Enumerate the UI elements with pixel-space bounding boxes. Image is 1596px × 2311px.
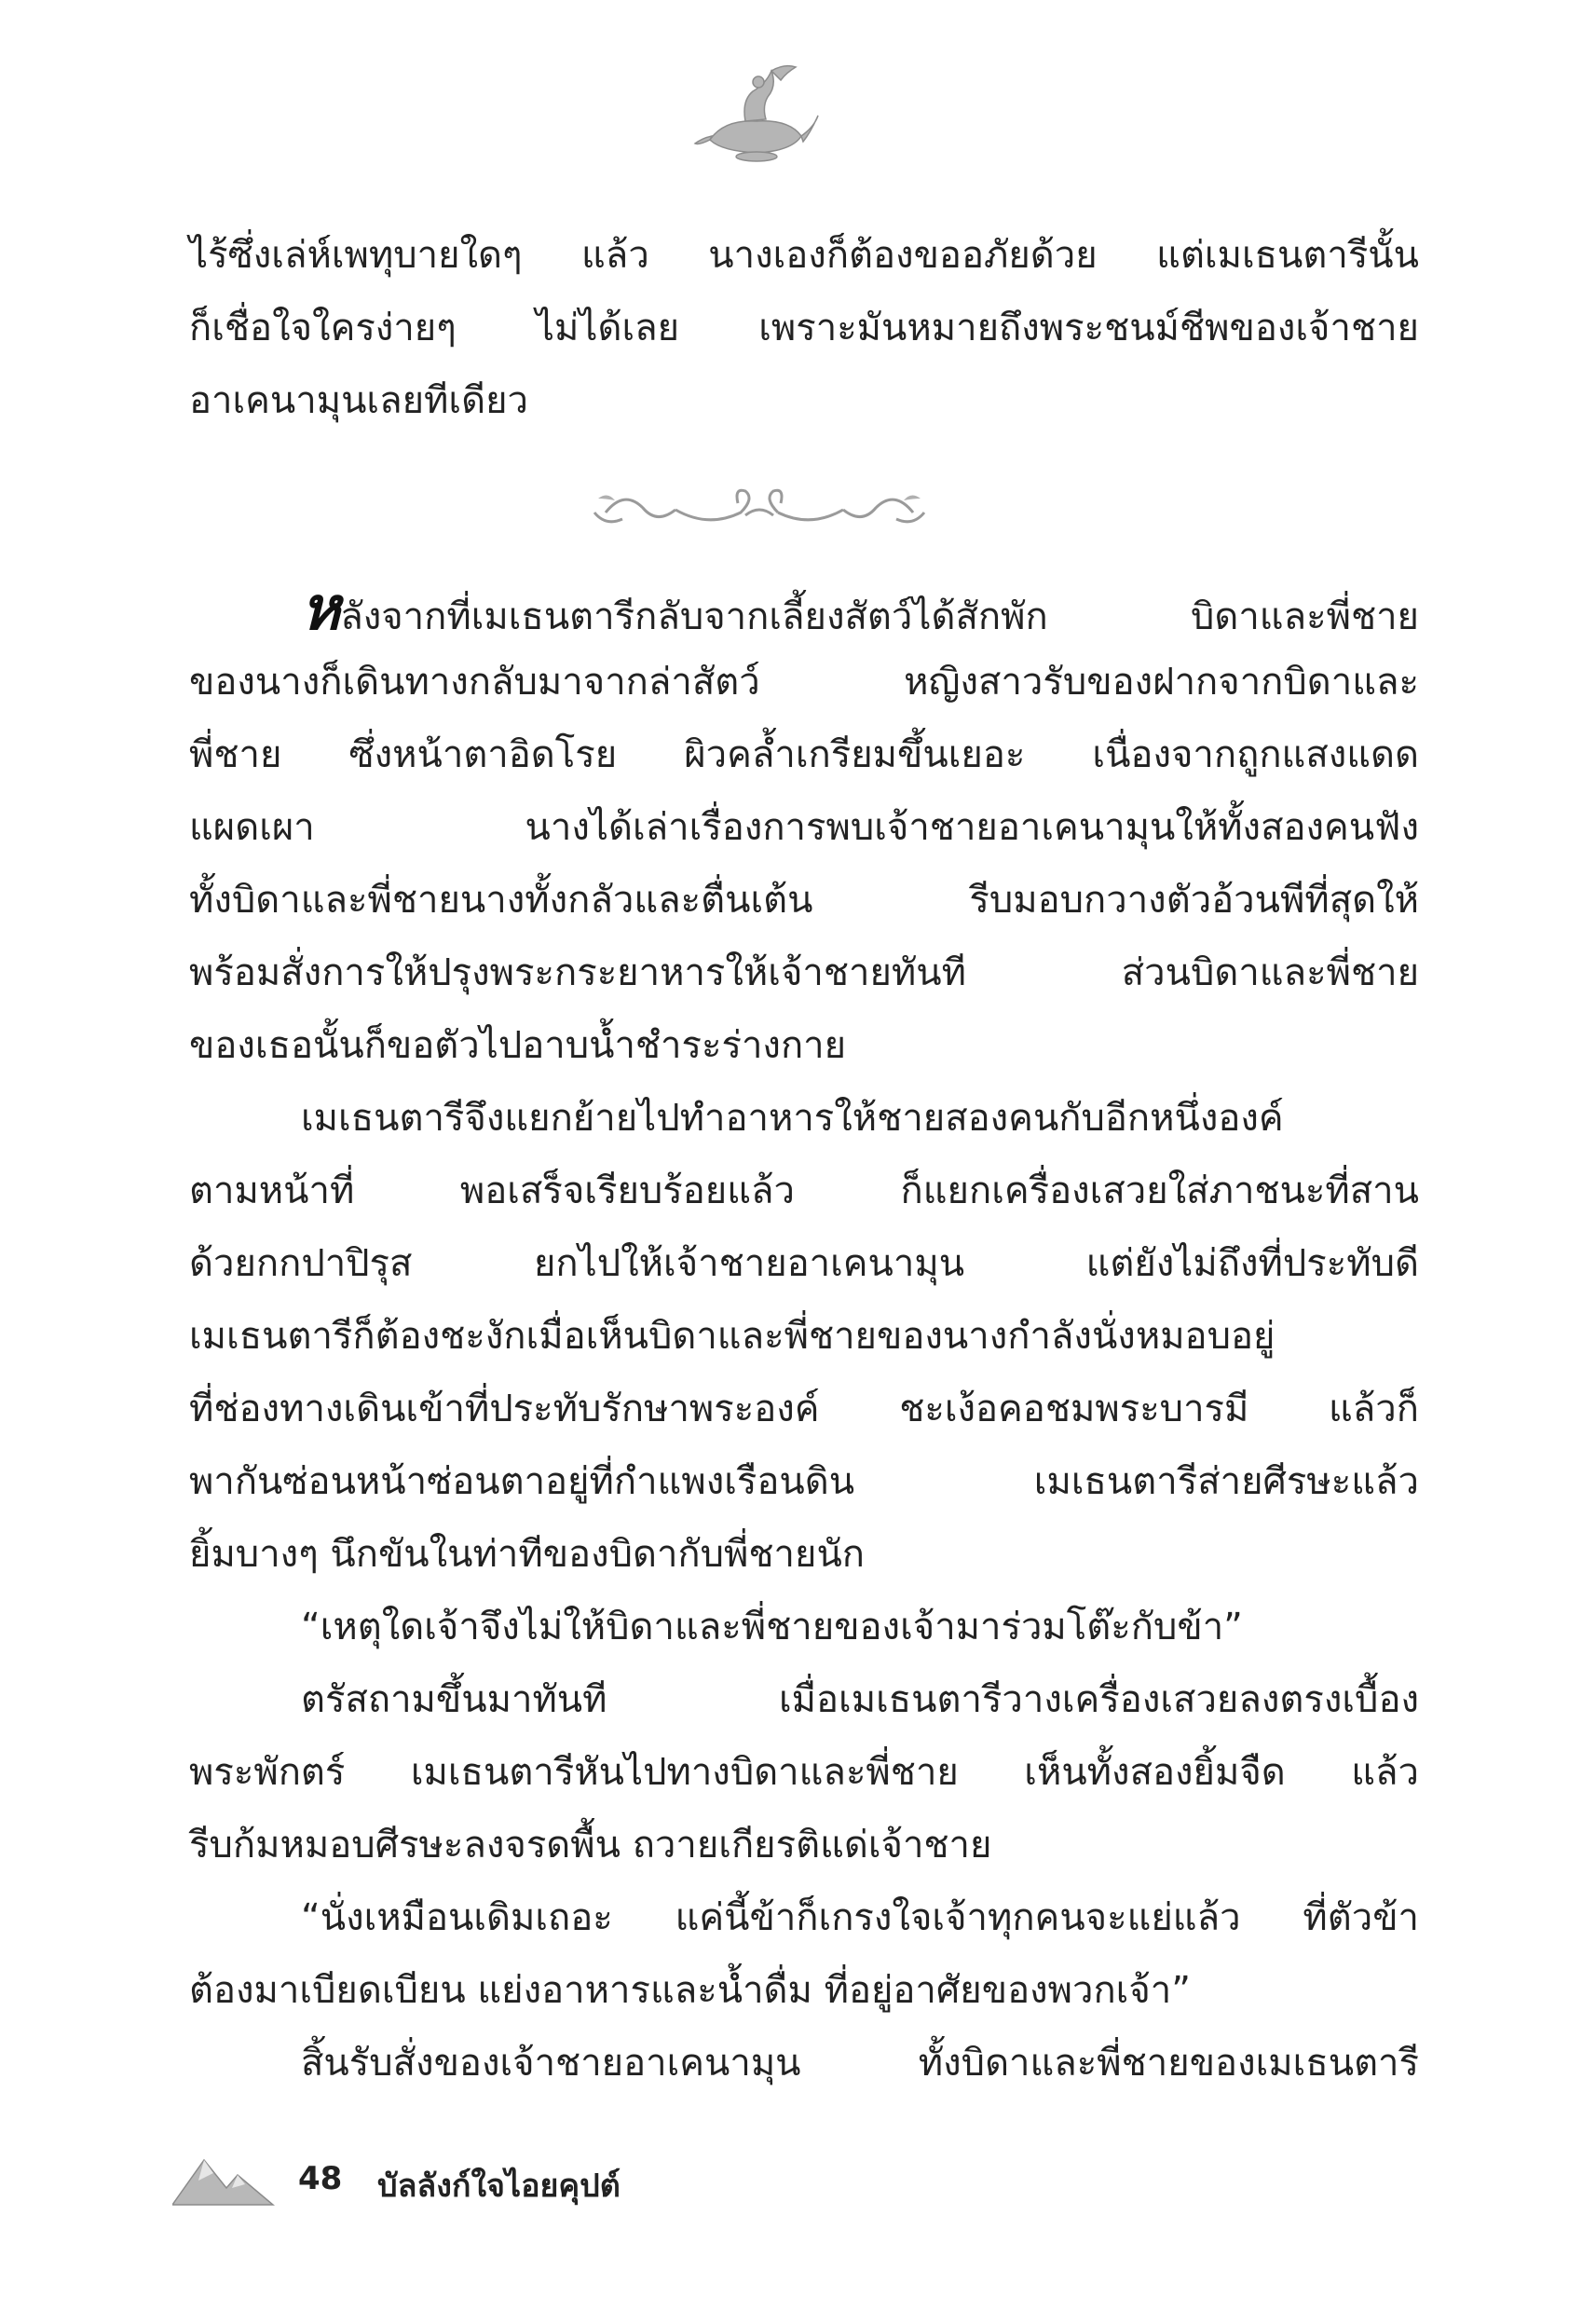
dropcap: ห [301,574,341,644]
main-text [189,573,1419,2099]
lamp-genie-icon [691,54,822,166]
text-line: พากันซ่อนหน้าซ่อนตาอยู่ที่กำแพงเรือนดิน เมเธนตารีส่ายศีรษะแล้ว [189,1460,1419,1503]
text-line: ทั้งบิดาและพี่ชายนางทั้งกลัวและตื่นเต้น รีบมอบกวางตัวอ้วนพีที่สุดให้ [189,879,1419,922]
text-line: แผดเผา นางได้เล่าเรื่องการพบเจ้าชายอาเคนามุนให้ทั้งสองคนฟัง [189,806,1419,849]
text-line: ของเธอนั้นก็ขอตัวไปอาบน้ำชำระร่างกาย [189,1024,847,1067]
text-line: รีบก้มหมอบศีรษะลงจรดพื้น ถวายเกียรติแด่เจ้าชาย [189,1824,992,1867]
mountain-icon [172,2143,275,2208]
page-number: 48 [298,2160,343,2197]
text-line: พี่ชาย ซึ่งหน้าตาอิดโรย ผิวคล้ำเกรียมขึ้นเยอะ เนื่องจากถูกแสงแดด [189,733,1419,776]
text-line: ตามหน้าที่ พอเสร็จเรียบร้อยแล้ว ก็แยกเครื่องเสวยใส่ภาชนะที่สาน [189,1169,1419,1212]
text-line: พร้อมสั่งการให้ปรุงพระกระยาหารให้เจ้าชายทันที ส่วนบิดาและพี่ชาย [189,951,1419,994]
text-line: ไร้ซึ่งเล่ห์เพทุบายใดๆ แล้ว นางเองก็ต้องขออภัยด้วย แต่เมเธนตารีนั้น [189,234,1419,277]
text-line: ต้องมาเบียดเบียน แย่งอาหารและน้ำดื่ม ที่อยู่อาศัยของพวกเจ้า” [189,1969,1191,2012]
top-paragraph [189,219,1419,437]
text-line [189,573,1419,646]
text-line: สิ้นรับสั่งของเจ้าชายอาเคนามุน ทั้งบิดาและพี่ชายของเมเธนตารี [301,2042,1419,2085]
page-footer [172,2143,825,2208]
text-line: อาเคนามุนเลยทีเดียว [189,379,528,422]
text-line: พระพักตร์ เมเธนตารีหันไปทางบิดาและพี่ชาย เห็นทั้งสองยิ้มจืด แล้ว [189,1751,1419,1794]
text-line: ที่ช่องทางเดินเข้าที่ประทับรักษาพระองค์ ชะเง้อคอชมพระบารมี แล้วก็ [189,1388,1419,1430]
book-title: บัลลังก์ใจไอยคุปต์ [377,2167,621,2205]
dropcap-line-text: ลังจากที่เมเธนตารีกลับจากเลี้ยงสัตว์ได้สักพัก บิดาและพี่ชาย [340,595,1419,638]
text-line: เมเธนตารีก็ต้องชะงักเมื่อเห็นบิดาและพี่ชายของนางกำลังนั่งหมอบอยู่ [189,1315,1275,1358]
text-line: ด้วยกกปาปิรุส ยกไปให้เจ้าชายอาเคนามุน แต่ยังไม่ถึงที่ประทับดี [189,1242,1419,1285]
flourish-divider-icon [587,471,932,554]
text-line: “นั่งเหมือนเดิมเถอะ แค่นี้ข้าก็เกรงใจเจ้าทุกคนจะแย่แล้ว ที่ตัวข้า [301,1896,1419,1939]
text-line: “เหตุใดเจ้าจึงไม่ให้บิดาและพี่ชายของเจ้ามาร่วมโต๊ะกับข้า” [301,1606,1243,1648]
text-line: ยิ้มบางๆ นึกขันในท่าทีของบิดากับพี่ชายนัก [189,1533,866,1576]
text-line: ของนางก็เดินทางกลับมาจากล่าสัตว์ หญิงสาวรับของฝากจากบิดาและ [189,661,1419,704]
text-line: เมเธนตารีจึงแยกย้ายไปทำอาหารให้ชายสองคนกับอีกหนึ่งองค์ [301,1097,1284,1140]
text-line: ตรัสถามขึ้นมาทันที เมื่อเมเธนตารีวางเครื่องเสวยลงตรงเบื้อง [301,1678,1419,1721]
text-line: ก็เชื่อใจใครง่ายๆ ไม่ได้เลย เพราะมันหมายถึงพระชนม์ชีพของเจ้าชาย [189,307,1419,349]
